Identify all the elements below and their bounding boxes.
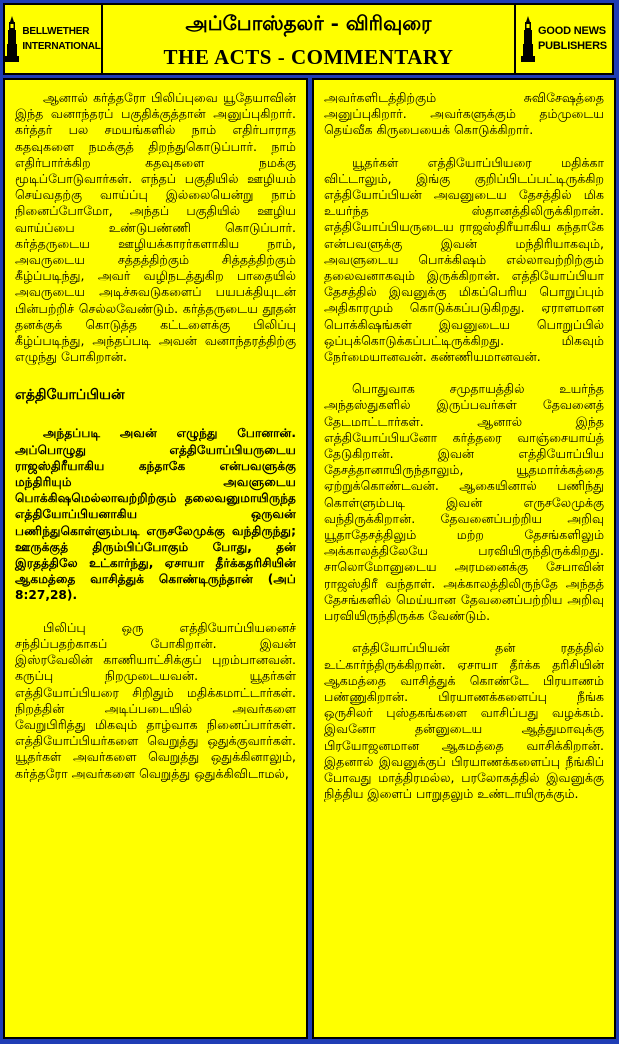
body-paragraph: அவர்களிடத்திற்கும் சுவிசேஷத்தை அனுப்புகிறார். அவர்களுக்கும் தம்முடைய தெய்வீக கிருபையைக் கொடுக்கிறார்.	[324, 90, 604, 138]
bellwether-logo-text	[22, 24, 100, 54]
body-paragraph: எத்தியோப்பியன் தன் ரதத்தில் உட்கார்ந்திருக்கிறான். ஏசாயா தீர்க்க தரிசியின் ஆகமத்தை வாசித்துக் கொண்டே பிரயாணம் பண்ணுகிறான். பிரயாணக்களைப்பு நீங்க ஒருசிலர் புஸ்தகங்களை வாசிப்பது வழக்கம். இவனோ தன்னுடைய ஆத்துமாவுக்கு பிரயோஜனமான ஆகமத்தை வாசிக்கிறான். இதனால் இவனுக்குப் பிரயாணக்களைப்பு நீங்கிப் போவது மாத்திரமல்ல, பரலோகத்தில் இவனுக்கு நித்திய இளைப் பாறுதலும் உண்டாயிருக்கும்.	[324, 640, 604, 802]
title-tamil: அப்போஸ்தலர் - விரிவுரை	[185, 11, 432, 35]
good-news-logo-text	[538, 24, 607, 54]
body-paragraph: பிலிப்பு ஒரு எத்தியோப்பியனைச் சந்திப்பதற்காகப் போகிறான். இவன் இஸ்ரவேலின் காணியாட்சிக்குப் புறம்பானவன். கருப்பு நிறமுடையவன். யூதர்கள் எத்தியோப்பியரை சிறிதும் மதிக்கமாட்டார்கள். நிறத்தின் அடிப்படையில் அவர்களை வேறுபிரித்து மிகவும் தாழ்வாக நினைப்பார்கள். எத்தியோப்பியர்களை வெறுத்து ஒதுக்குவார்கள். யூதர்கள் அவர்களை வெறுத்து ஒதுக்கினாலும், கர்த்தரோ அவர்களை வெறுத்து ஒதுக்கிவிடாமல்,	[15, 619, 296, 781]
right-column	[312, 78, 616, 1039]
bell-tower-icon	[521, 16, 535, 62]
bell-tower-icon	[5, 16, 19, 62]
body-paragraph: ஆனால் கர்த்தரோ பிலிப்புவை யூதேயாவின் இந்த வனாந்தரப் பகுதிக்குத்தான் அனுப்புகிறார். கர்த்தர் பல சமயங்களில் நாம் எதிர்பாராத கதவுகளை நமக்குத் திறந்துகொடுப்பார். நாம் எதிர்பார்க்கிற கதவுகளை நமக்கு மூடிப்போடுவார்கள். எந்தப் பகுதியில் ஊழியம் செய்வதற்கு வாய்ப்பு இல்லையென்று நாம் நினைப்போமோ, அந்தப் பகுதியில் ஊழிய வாய்ப்பை உண்டுபண்ணி கொடுப்பார். கர்த்தருடைய ஊழியக்காரர்களாகிய நாம், அவருடைய சத்தத்திற்கும் சித்தத்திற்கும் கீழ்ப்படிந்து, அவர் வழிநடத்துகிற பாதையில் அவருடைய அடிச்சுவடுகளைப் பயபக்தியுடன் பின்பற்றிச் செல்லவேண்டும். கர்த்தருடைய தூதன் தனக்குக் கொடுத்த கட்டளைக்கு பிலிப்பு கீழ்ப்படிந்து, அந்தப்படி அவன் வனாந்தரத்திற்கு எழுந்து போகிறான்.	[15, 90, 296, 365]
body-paragraph: பொதுவாக சமுதாயத்தில் உயர்ந்த அந்தஸ்துகளில் இருப்பவர்கள் தேவனைத் தேடமாட்டார்கள். ஆனால் இந்த எத்தியோப்பியனோ கர்த்தரை வாஞ்சையாய்த் தேடுகிறான். இவன் எத்தியோப்பிய தேசத்தானாயிருந்தாலும், யூதமார்க்கத்தை ஏற்றுக்கொண்டவன். ஆகையினால் பணிந்து கொள்ளும்படி இவன் எருசலேமுக்கு வந்திருக்கிறான். தேவனைப்பற்றிய அறிவு யூதாதேசத்திலும் மற்ற தேசங்களிலும் அக்காலத்திலேயே பரவியிருந்திருக்கிறது. சாலொமோனுடைய அரமனைக்கு சேபாவின் ராஜஸ்திரீ வந்தாள். அக்காலத்திலிருந்தே அந்தத் தேசங்களில் மெய்யான தேவனைப்பற்றிய அறிவு பரவியிருந்திருக்க வேண்டும்.	[324, 381, 604, 624]
logo-line: PUBLISHERS	[538, 40, 607, 52]
logo-line: GOOD NEWS	[538, 25, 606, 37]
good-news-logo	[514, 5, 612, 73]
title-block	[103, 5, 514, 73]
section-heading: எத்தியோப்பியன்	[15, 387, 125, 404]
left-column	[3, 78, 308, 1039]
title-english: THE ACTS - COMMENTARY	[163, 45, 454, 69]
bellwether-logo	[5, 5, 103, 73]
header-banner	[3, 3, 614, 75]
scripture-quote: அந்தப்படி அவன் எழுந்து போனான். அப்பொழுது எத்தியோப்பியருடைய ராஜஸ்திரீயாகிய கந்தாகே என்பவளுக்கு மந்திரியும் அவளுடைய பொக்கிஷமெல்லாவற்றிற்கும் தலைவனுமாயிருந்த எத்தியோப்பியனாகிய ஒருவன் பணிந்துகொள்ளும்படி எருசலேமுக்கு வந்திருந்து; ஊருக்குத் திரும்பிப்போகும் போது, தன் இரதத்திலே உட்கார்ந்து, ஏசாயா தீர்க்கதரிசியின் ஆகமத்தை வாசித்துக் கொண்டிருந்தான் (அப் 8:27,28).	[15, 426, 296, 603]
logo-line: BELLWETHER	[22, 26, 90, 37]
body-paragraph: யூதர்கள் எத்தியோப்பியரை மதிக்கா விட்டாலும், இங்கு குறிப்பிடப்பட்டிருக்கிற எத்தியோப்பியன் அவனுடைய தேசத்தில் மிக உயர்ந்த ஸ்தானத்திலிருக்கிறான். எத்தியோப்பியருடைய ராஜஸ்திரீயாகிய கந்தாகே என்பவளுக்கு இவன் மந்திரியாகவும், அவளுடைய பொக்கிஷம் எல்லாவற்றிற்கும் தலைவனாகவும் இருக்கிறான். எத்தியோப்பியா தேசத்தில் இவனுக்கு மிகப்பெரிய பொறுப்பும் அதிகாரமும் கொடுக்கப்படுகிறது. ஏராளமான பொக்கிஷங்கள் இவனுடைய பொறுப்பில் ஒப்புக்கொடுக்கப்பட்டிருக்கிறது. மிகவும் நேர்மையானவன். கண்ணியமானவன்.	[324, 154, 604, 365]
logo-line: INTERNATIONAL	[22, 41, 101, 52]
